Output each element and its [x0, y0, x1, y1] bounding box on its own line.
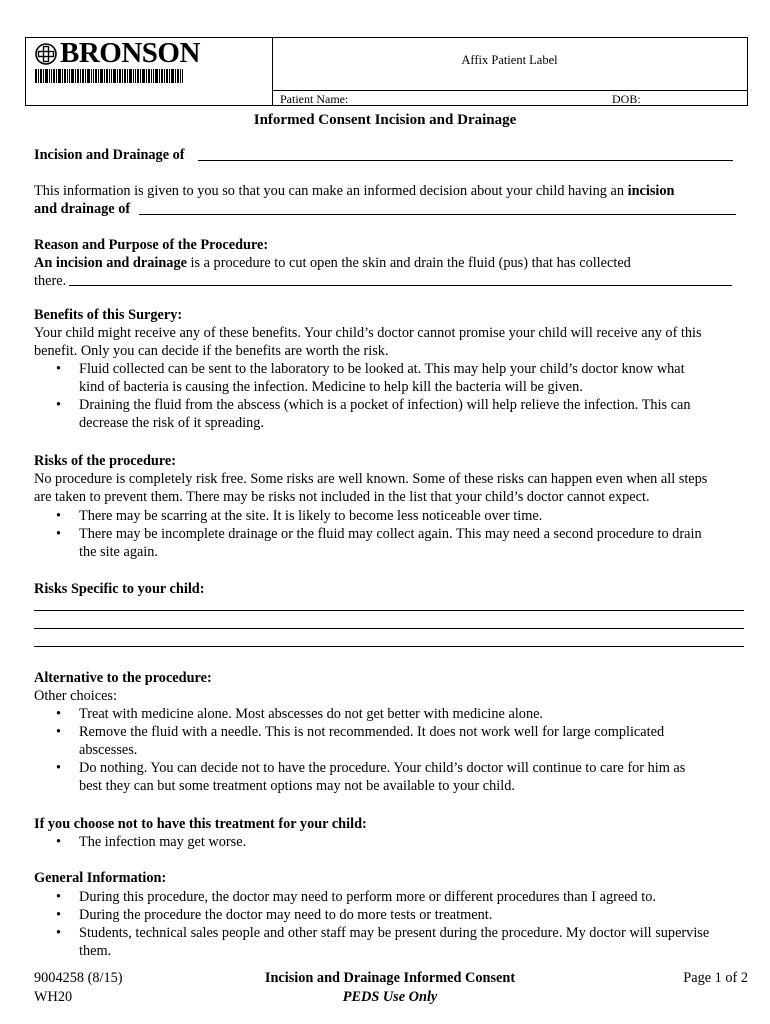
- alternative-heading: Alternative to the procedure:: [34, 670, 212, 686]
- incision-of-line[interactable]: [198, 160, 733, 161]
- specific-risks-line-3[interactable]: [34, 646, 744, 647]
- form-number: 9004258 (8/15): [34, 970, 123, 986]
- form-title: Informed Consent Incision and Drainage: [253, 112, 517, 128]
- benefits-list: [34, 360, 754, 432]
- no-treatment-heading: If you choose not to have this treatment for your child:: [34, 816, 367, 832]
- list-item: • Students, technical sales people and other staff may be present during the procedure. My doctor will supervise them.: [56, 925, 710, 959]
- reason-bold-lead: An incision and drainage: [34, 255, 187, 271]
- intro-text: This information is given to you so that you can make an informed decision about your child having an: [34, 183, 628, 199]
- general-list: [34, 888, 754, 960]
- risks-line-1: No procedure is completely risk free. Some risks are well known. Some of these risks can happen even when all steps: [34, 471, 708, 487]
- patient-name-label: Patient Name:: [280, 92, 349, 106]
- reason-line[interactable]: [69, 285, 732, 286]
- benefits-heading: Benefits of this Surgery:: [34, 307, 183, 323]
- list-item: • During this procedure, the doctor may need to perform more or different procedures than I agreed to.: [56, 889, 656, 905]
- risks-heading: Risks of the procedure:: [34, 453, 177, 469]
- benefits-line-2: benefit. Only you can decide if the benefits are worth the risk.: [34, 343, 389, 359]
- drainage-of-line[interactable]: [139, 214, 736, 215]
- form-code: WH20: [34, 989, 73, 1005]
- list-item: • Treat with medicine alone. Most abscesses do not get better with medicine alone.: [56, 706, 544, 722]
- dob-label: DOB:: [612, 92, 641, 106]
- general-heading: General Information:: [34, 870, 167, 886]
- list-item: • Draining the fluid from the abscess (which is a pocket of infection) will help relieve the infection. This can decrease the risk of it spreading.: [56, 397, 691, 431]
- list-item: • There may be incomplete drainage or the fluid may collect again. This may need a second procedure to drain the site again.: [56, 526, 702, 560]
- barcode-icon: [35, 69, 183, 83]
- intro-line-1: [34, 182, 754, 200]
- affix-patient-label: Affix Patient Label: [461, 53, 558, 67]
- list-item: • During the procedure the doctor may need to do more tests or treatment.: [56, 907, 493, 923]
- reason-line-2: there.: [34, 273, 67, 289]
- risks-line-2: are taken to prevent them. There may be risks not included in the list that your child’s doctor cannot expect.: [34, 489, 650, 505]
- header-box: [25, 37, 748, 106]
- specific-risks-line-1[interactable]: [34, 610, 744, 611]
- risks-list: [34, 507, 754, 561]
- reason-line-1: [34, 254, 631, 272]
- page-number: Page 1 of 2: [683, 970, 748, 986]
- reason-heading: Reason and Purpose of the Procedure:: [34, 237, 269, 253]
- list-item: • There may be scarring at the site. It is likely to become less noticeable over time.: [56, 508, 543, 524]
- alternative-sub: Other choices:: [34, 688, 117, 704]
- footer-title: Incision and Drainage Informed Consent: [264, 970, 516, 986]
- benefits-line-1: Your child might receive any of these benefits. Your child’s doctor cannot promise your child will receive any of this: [34, 325, 702, 341]
- intro-line-2: and drainage of: [34, 201, 131, 217]
- specific-risks-heading: Risks Specific to your child:: [34, 581, 205, 597]
- incision-of-label: Incision and Drainage of: [34, 147, 185, 163]
- list-item: • The infection may get worse.: [56, 834, 247, 850]
- list-item: • Remove the fluid with a needle. This is not recommended. It does not work well for large complicated abscesses.: [56, 724, 665, 758]
- logo-area: [26, 38, 273, 105]
- footer-subtitle: PEDS Use Only: [342, 989, 438, 1005]
- patient-label-area: [272, 38, 747, 105]
- logo-wordmark: BRONSON: [60, 37, 200, 69]
- no-treatment-list: [34, 833, 754, 851]
- patient-info-row: [272, 90, 747, 106]
- list-item: • Do nothing. You can decide not to have the procedure. Your child’s doctor will continue to care for him as best they can but some treatment options may not be available to your child.: [56, 760, 686, 794]
- list-item: • Fluid collected can be sent to the laboratory to be looked at. This may help your child’s doctor know what kind of bacteria is causing the infection. Medicine to help kill the bacteria will be given.: [56, 361, 685, 395]
- reason-text: is a procedure to cut open the skin and drain the fluid (pus) that has collected: [186, 255, 631, 271]
- specific-risks-line-2[interactable]: [34, 628, 744, 629]
- alternative-list: [34, 705, 754, 795]
- bronson-logo-icon: [35, 43, 57, 65]
- intro-bold-word: incision: [627, 183, 675, 199]
